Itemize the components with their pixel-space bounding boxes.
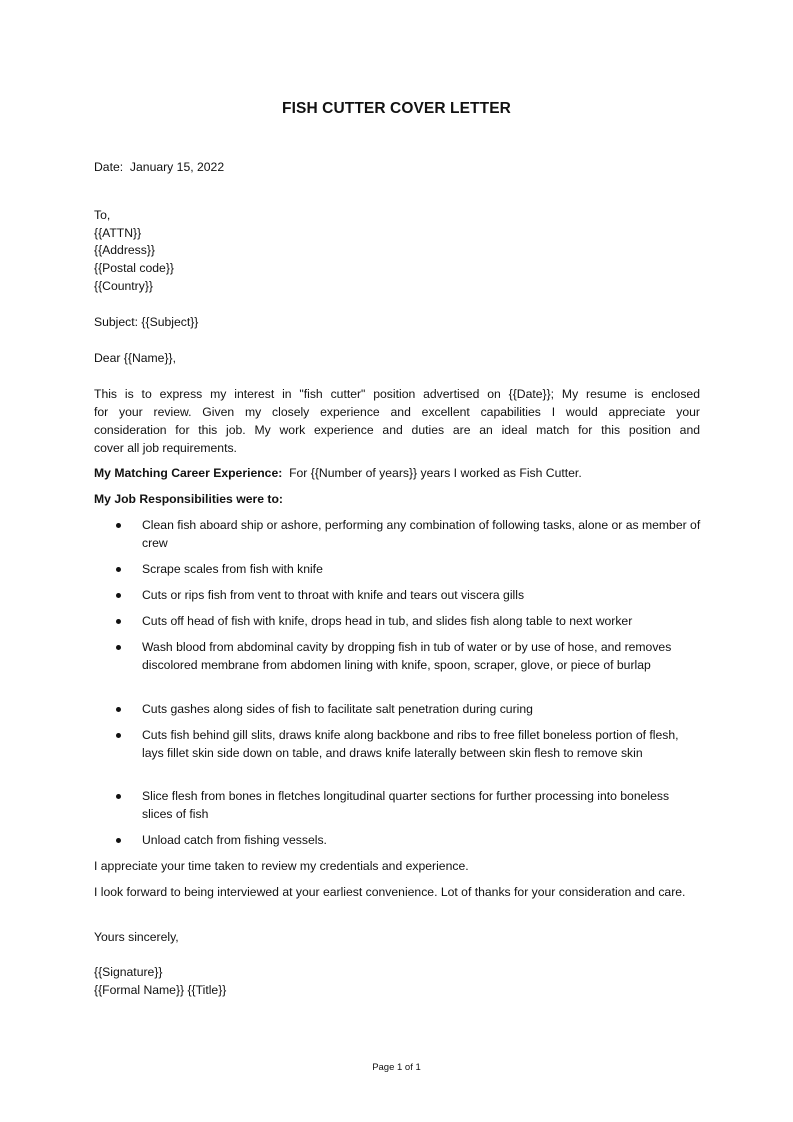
appreciation-line: I appreciate your time taken to review my credentials and experience. xyxy=(94,859,469,873)
list-item-text: Cuts fish behind gill slits, draws knife along backbone and ribs to free fillet boneless portion of flesh, lays fillet skin side down on table, and draws knife laterally between skin flesh to remove skin xyxy=(142,728,679,760)
formal-name-title: {{Formal Name}} {{Title}} xyxy=(94,983,227,997)
list-item xyxy=(142,638,702,674)
address-attn: {{ATTN}} xyxy=(94,226,142,240)
responsibilities-heading: My Job Responsibilities were to: xyxy=(94,492,283,506)
intro-line: cover all job requirements. xyxy=(94,441,237,455)
sign-off: Yours sincerely, xyxy=(94,930,179,944)
date-label: Date: xyxy=(94,160,124,174)
intro-line: for your review. Given my closely experience and excellent capabilities I would appreciate your xyxy=(94,405,700,419)
list-item-text: Scrape scales from fish with knife xyxy=(142,562,323,576)
list-item-text: Clean fish aboard ship or ashore, performing any combination of following tasks, alone or as member of crew xyxy=(142,518,701,550)
address-to: To, xyxy=(94,208,111,222)
intro-line: This is to express my interest in "fish cutter" position advertised on {{Date}}; My resume is enclosed xyxy=(94,387,700,401)
bullet-icon xyxy=(116,619,121,624)
experience-line xyxy=(94,464,582,482)
signature-placeholder: {{Signature}} xyxy=(94,965,163,979)
list-item xyxy=(142,560,702,578)
bullet-icon xyxy=(116,523,121,528)
list-item-text: Wash blood from abdominal cavity by dropping fish in tub of water or by use of hose, and removes discolored membrane from abdomen lining with knife, spoon, scraper, glove, or piece of burlap xyxy=(142,640,672,672)
list-item-text: Cuts or rips fish from vent to throat with knife and tears out viscera gills xyxy=(142,588,525,602)
bullet-icon xyxy=(116,794,121,799)
bullet-icon xyxy=(116,593,121,598)
intro-line: consideration for this job. My work experience and duties are an ideal match for this position and xyxy=(94,423,700,437)
address-postal-code: {{Postal code}} xyxy=(94,261,174,275)
bullet-icon xyxy=(116,567,121,572)
list-item xyxy=(142,726,702,762)
list-item xyxy=(142,612,702,630)
address-country: {{Country}} xyxy=(94,279,153,293)
bullet-icon xyxy=(116,733,121,738)
page-number-footer: Page 1 of 1 xyxy=(372,1062,421,1073)
list-item xyxy=(142,787,702,823)
date-line xyxy=(94,158,224,176)
list-item xyxy=(142,516,702,552)
list-item-text: Cuts gashes along sides of fish to facilitate salt penetration during curing xyxy=(142,702,533,716)
list-item xyxy=(142,586,702,604)
date-value: January 15, 2022 xyxy=(129,160,225,174)
list-item xyxy=(142,700,702,718)
experience-text: For {{Number of years}} years I worked as Fish Cutter. xyxy=(289,466,582,480)
salutation: Dear {{Name}}, xyxy=(94,351,176,365)
closing-paragraph: I look forward to being interviewed at your earliest convenience. Lot of thanks for your consideration and care. xyxy=(94,885,686,899)
list-item-text: Unload catch from fishing vessels. xyxy=(142,833,327,847)
address-street: {{Address}} xyxy=(94,243,155,257)
bullet-icon xyxy=(116,645,121,650)
list-item-text: Cuts off head of fish with knife, drops head in tub, and slides fish along table to next worker xyxy=(142,614,633,628)
experience-label: My Matching Career Experience: xyxy=(94,466,283,480)
intro-paragraph xyxy=(94,385,700,457)
subject-line: Subject: {{Subject}} xyxy=(94,315,199,329)
bullet-icon xyxy=(116,707,121,712)
document-title: FISH CUTTER COVER LETTER xyxy=(282,100,511,117)
bullet-icon xyxy=(116,838,121,843)
list-item-text: Slice flesh from bones in fletches longitudinal quarter sections for further processing into boneless slices of fish xyxy=(142,789,670,821)
list-item xyxy=(142,831,702,849)
